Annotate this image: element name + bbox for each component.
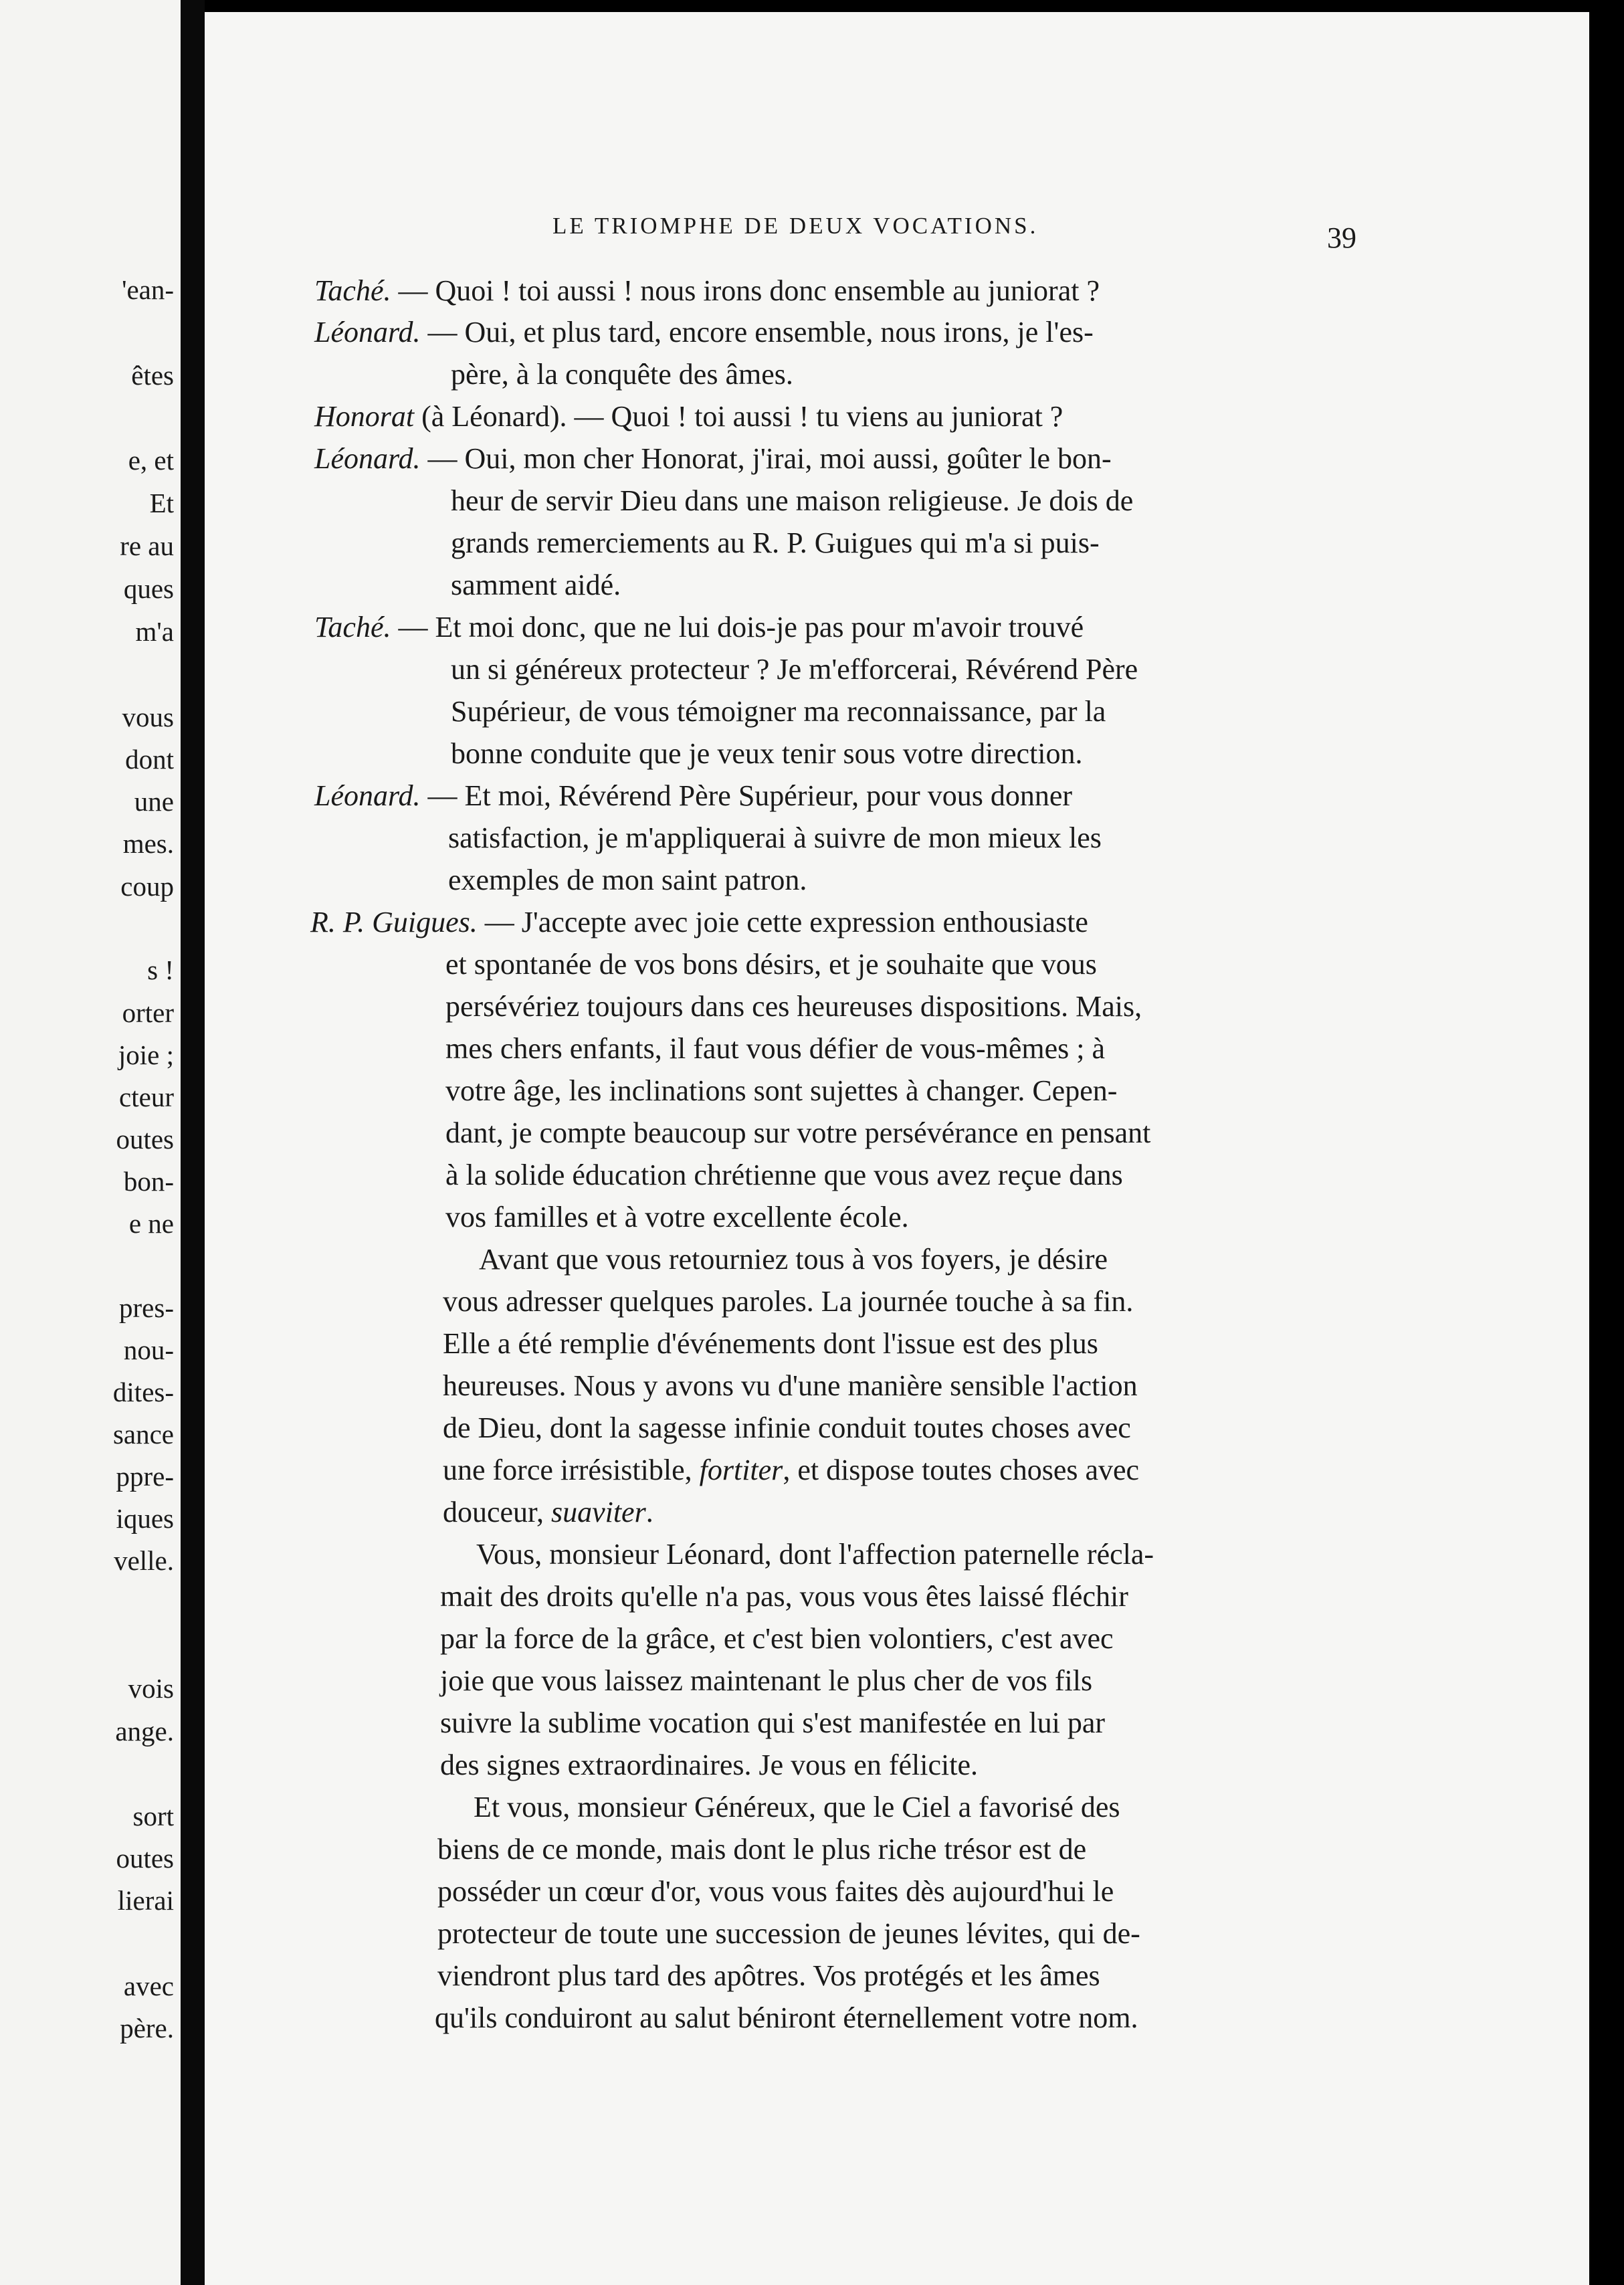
speaker-name: Léonard. — [314, 316, 421, 349]
text-line: protecteur de toute une succession de jeunes lévites, qui de- — [437, 1917, 1140, 1950]
left-page-line: dont — [125, 744, 174, 775]
left-page-line: ppre- — [116, 1461, 174, 1492]
left-page-line: joie ; — [118, 1039, 174, 1070]
text-line: qu'ils conduiront au salut béniront éternellement votre nom. — [435, 2001, 1138, 2034]
left-page-line: e ne — [128, 1208, 174, 1239]
text-line: dant, je compte beaucoup sur votre persévérance en pensant — [445, 1116, 1151, 1149]
left-page-line: iques — [116, 1503, 174, 1534]
left-page-line: re au — [120, 530, 174, 561]
line-text: — Et moi, Révérend Père Supérieur, pour vous donner — [420, 779, 1073, 812]
text-line: vos familles et à votre excellente école. — [445, 1201, 909, 1233]
text-line — [443, 1456, 1139, 1485]
dialogue-line — [314, 276, 1100, 306]
left-page-line: vous — [122, 702, 174, 732]
text-line: père, à la conquête des âmes. — [451, 358, 793, 391]
left-page-fragment — [0, 0, 181, 2285]
left-page-line: dites- — [112, 1377, 174, 1407]
text-line: joie que vous laissez maintenant le plus cher de vos fils — [440, 1664, 1093, 1697]
text-line: un si généreux protecteur ? Je m'efforcerai, Révérend Père — [451, 653, 1138, 686]
left-page-line: êtes — [131, 360, 174, 391]
left-page-line: coup — [120, 871, 174, 902]
text-line: des signes extraordinaires. Je vous en félicite. — [440, 1749, 978, 1781]
text-line: samment aidé. — [451, 569, 621, 601]
text-line: par la force de la grâce, et c'est bien volontiers, c'est avec — [440, 1622, 1114, 1655]
page-gutter — [181, 0, 205, 2285]
left-page-line: vois — [128, 1673, 174, 1704]
left-page-line: père. — [120, 2013, 174, 2044]
left-page-line: s ! — [147, 955, 174, 985]
text-line: Et vous, monsieur Généreux, que le Ciel a favorisé des — [474, 1791, 1120, 1823]
left-page-line: outes — [116, 1124, 174, 1155]
dialogue-line — [310, 908, 1088, 937]
left-page-line: cteur — [119, 1082, 174, 1112]
speaker-name: Léonard. — [314, 442, 421, 475]
text-line: persévériez toujours dans ces heureuses dispositions. Mais, — [445, 990, 1142, 1023]
left-page-line: nou- — [123, 1334, 174, 1365]
line-text: douceur, — [443, 1496, 551, 1528]
left-page-line: m'a — [135, 616, 174, 647]
speaker-name: Taché. — [314, 274, 391, 307]
running-head: LE TRIOMPHE DE DEUX VOCATIONS. — [552, 213, 1039, 239]
scan-edge — [1589, 0, 1624, 2285]
left-page-line: outes — [116, 1843, 174, 1874]
line-text: — Oui, et plus tard, encore ensemble, nous irons, je l'es- — [420, 316, 1094, 349]
text-line: Vous, monsieur Léonard, dont l'affection paternelle récla- — [476, 1538, 1154, 1571]
text-line: bonne conduite que je veux tenir sous votre direction. — [451, 737, 1083, 770]
dialogue-line — [314, 781, 1072, 811]
left-page-line: velle. — [114, 1545, 174, 1576]
latin-term: suaviter — [550, 1496, 646, 1528]
dialogue-line — [314, 318, 1094, 347]
left-page-line: ques — [123, 573, 174, 604]
speaker-name: Taché. — [314, 611, 391, 643]
text-line: à la solide éducation chrétienne que vous avez reçue dans — [445, 1159, 1123, 1191]
left-page-line: lierai — [117, 1885, 174, 1916]
text-line: Supérieur, de vous témoigner ma reconnaissance, par la — [451, 695, 1106, 728]
left-page-line: e, et — [128, 445, 174, 476]
text-line — [443, 1498, 653, 1527]
text-line: votre âge, les inclinations sont sujettes à changer. Cepen- — [445, 1074, 1118, 1107]
line-text: — Et moi donc, que ne lui dois-je pas pour m'avoir trouvé — [391, 611, 1084, 643]
left-page-line: orter — [122, 997, 174, 1028]
speaker-name: Léonard. — [314, 779, 421, 812]
speaker-name: Honorat — [314, 400, 415, 433]
left-page-line: 'ean- — [122, 274, 174, 305]
text-line: de Dieu, dont la sagesse infinie conduit toutes choses avec — [443, 1411, 1131, 1444]
text-line: heureuses. Nous y avons vu d'une manière sensible l'action — [443, 1369, 1138, 1402]
text-line: grands remerciements au R. P. Guigues qui m'a si puis- — [451, 526, 1100, 559]
left-page-line: Et — [149, 488, 174, 518]
left-page-line: avec — [123, 1971, 174, 2001]
latin-term: fortiter — [699, 1454, 783, 1486]
text-line: Avant que vous retourniez tous à vos foyers, je désire — [479, 1243, 1108, 1276]
text-line: mes chers enfants, il faut vous défier de vous-mêmes ; à — [445, 1032, 1106, 1065]
text-line: Elle a été remplie d'événements dont l'issue est des plus — [443, 1327, 1098, 1360]
text-line: et spontanée de vos bons désirs, et je souhaite que vous — [445, 948, 1097, 981]
text-line: posséder un cœur d'or, vous vous faites dès aujourd'hui le — [437, 1875, 1114, 1908]
text-line: satisfaction, je m'appliquerai à suivre de mon mieux les — [448, 821, 1102, 854]
text-line: biens de ce monde, mais dont le plus riche trésor est de — [437, 1833, 1087, 1866]
line-text: — Oui, mon cher Honorat, j'irai, moi aussi, goûter le bon- — [420, 442, 1112, 475]
text-line: mait des droits qu'elle n'a pas, vous vous êtes laissé fléchir — [440, 1580, 1128, 1613]
line-text: (à Léonard). — Quoi ! toi aussi ! tu viens au juniorat ? — [414, 400, 1063, 433]
text-line: vous adresser quelques paroles. La journée touche à sa fin. — [443, 1285, 1134, 1318]
text-line: suivre la sublime vocation qui s'est manifestée en lui par — [440, 1706, 1105, 1739]
line-text: — J'accepte avec joie cette expression enthousiaste — [477, 906, 1088, 938]
text-line: heur de servir Dieu dans une maison religieuse. Je dois de — [451, 484, 1134, 517]
dialogue-line — [314, 444, 1112, 474]
page-number: 39 — [1327, 221, 1356, 254]
line-text: , et dispose toutes choses avec — [783, 1454, 1140, 1486]
left-page-line: pres- — [119, 1292, 174, 1323]
line-text: une force irrésistible, — [443, 1454, 700, 1486]
text-line: viendront plus tard des apôtres. Vos protégés et les âmes — [437, 1959, 1100, 1992]
left-page-line: une — [134, 786, 174, 817]
text-line: exemples de mon saint patron. — [448, 864, 807, 896]
left-page-line: sance — [112, 1419, 174, 1450]
dialogue-line — [314, 613, 1084, 642]
dialogue-line — [314, 402, 1063, 431]
speaker-name: R. P. Guigues. — [310, 906, 478, 938]
line-text: . — [645, 1496, 653, 1528]
left-page-line: ange. — [115, 1716, 174, 1747]
right-page — [205, 12, 1589, 2285]
line-text: — Quoi ! toi aussi ! nous irons donc ensemble au juniorat ? — [391, 274, 1100, 307]
left-page-line: sort — [132, 1801, 174, 1831]
left-page-line: bon- — [123, 1166, 174, 1197]
left-page-line: mes. — [122, 828, 174, 859]
